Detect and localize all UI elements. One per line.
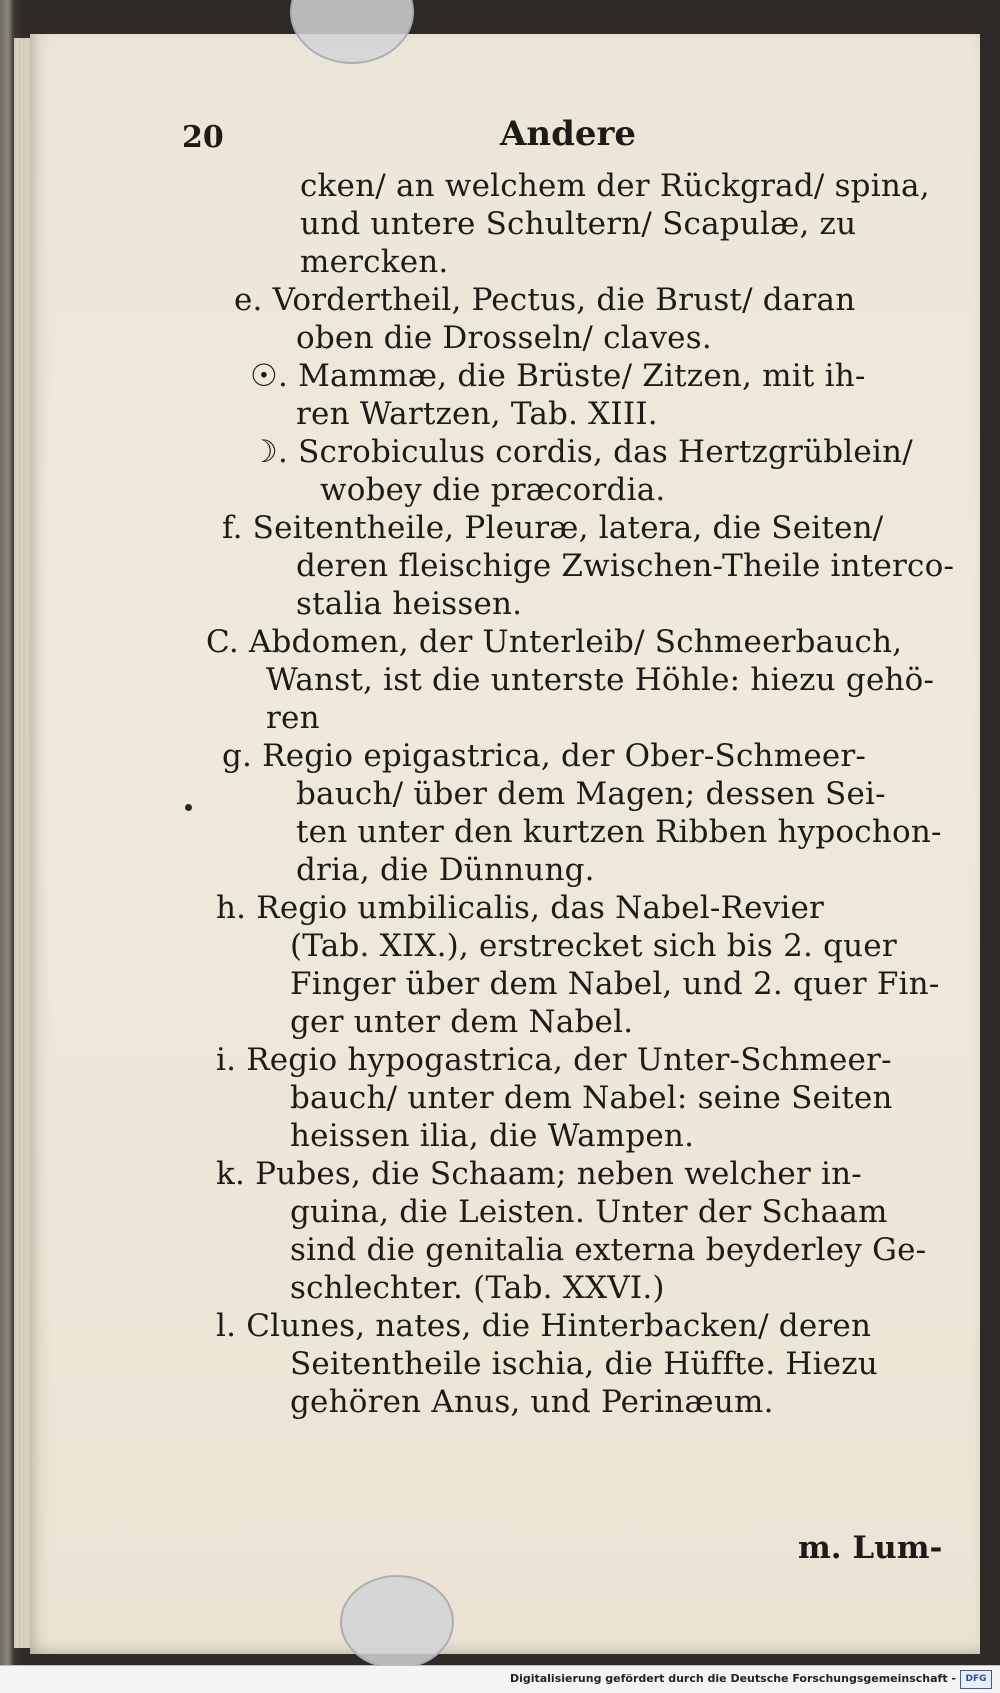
- text-line: dria, die Dünnung.: [296, 852, 595, 888]
- text-line: g. Regio epigastrica, der Ober-Schmeer-: [222, 738, 867, 774]
- running-head: Andere: [500, 114, 637, 154]
- text-line: h. Regio umbilicalis, das Nabel-Revier: [216, 890, 825, 926]
- catchword: m. Lum-: [798, 1530, 943, 1566]
- text-line: ger unter dem Nabel.: [290, 1004, 634, 1040]
- text-line: ☽. Scrobiculus cordis, das Hertzgrüblein/: [250, 434, 913, 470]
- text-line: f. Seitentheile, Pleuræ, latera, die Seiten/: [222, 510, 884, 546]
- text-line: (Tab. XIX.), erstrecket sich bis 2. quer: [290, 928, 897, 964]
- text-line: oben die Drosseln/ claves.: [296, 320, 712, 356]
- margin-dot: [185, 804, 192, 811]
- text-line: sind die genitalia externa beyderley Ge-: [290, 1232, 927, 1268]
- text-line: schlechter. (Tab. XXVI.): [290, 1270, 665, 1306]
- text-line: gehören Anus, und Perinæum.: [290, 1384, 774, 1420]
- text-line: e. Vordertheil, Pectus, die Brust/ daran: [234, 282, 856, 318]
- text-line: stalia heissen.: [296, 586, 523, 622]
- text-line: i. Regio hypogastrica, der Unter-Schmeer-: [216, 1042, 892, 1078]
- page-number: 20: [182, 120, 224, 155]
- text-line: Wanst, ist die unterste Höhle: hiezu gehö-: [266, 662, 935, 698]
- text-line: guina, die Leisten. Unter der Schaam: [290, 1194, 888, 1230]
- text-line: l. Clunes, nates, die Hinterbacken/ deren: [216, 1308, 872, 1344]
- text-line: heissen ilia, die Wampen.: [290, 1118, 695, 1154]
- text-line: cken/ an welchem der Rückgrad/ spina,: [300, 168, 930, 204]
- footer-credit: Digitalisierung gefördert durch die Deutsche Forschungsgemeinschaft -: [509, 1672, 956, 1685]
- text-line: k. Pubes, die Schaam; neben welcher in-: [216, 1156, 862, 1192]
- text-line: C. Abdomen, der Unterleib/ Schmeerbauch,: [206, 624, 903, 660]
- text-line: ten unter den kurtzen Ribben hypochon-: [296, 814, 942, 850]
- text-line: ren: [266, 700, 320, 736]
- text-line: ren Wartzen, Tab. XIII.: [296, 396, 658, 432]
- text-line: bauch/ unter dem Nabel: seine Seiten: [290, 1080, 893, 1116]
- text-line: bauch/ über dem Magen; dessen Sei-: [296, 776, 886, 812]
- text-line: Finger über dem Nabel, und 2. quer Fin-: [290, 966, 940, 1002]
- text-line: deren fleischige Zwischen-Theile interco-: [296, 548, 955, 584]
- dfg-logo-icon: DFG: [960, 1670, 992, 1689]
- text-line: und untere Schultern/ Scapulæ, zu: [300, 206, 857, 242]
- text-line: wobey die præcordia.: [320, 472, 666, 508]
- text-line: ☉. Mammæ, die Brüste/ Zitzen, mit ih-: [250, 358, 866, 394]
- digitization-footer: [0, 1665, 1000, 1693]
- text-line: mercken.: [300, 244, 449, 280]
- text-line: Seitentheile ischia, die Hüffte. Hiezu: [290, 1346, 878, 1382]
